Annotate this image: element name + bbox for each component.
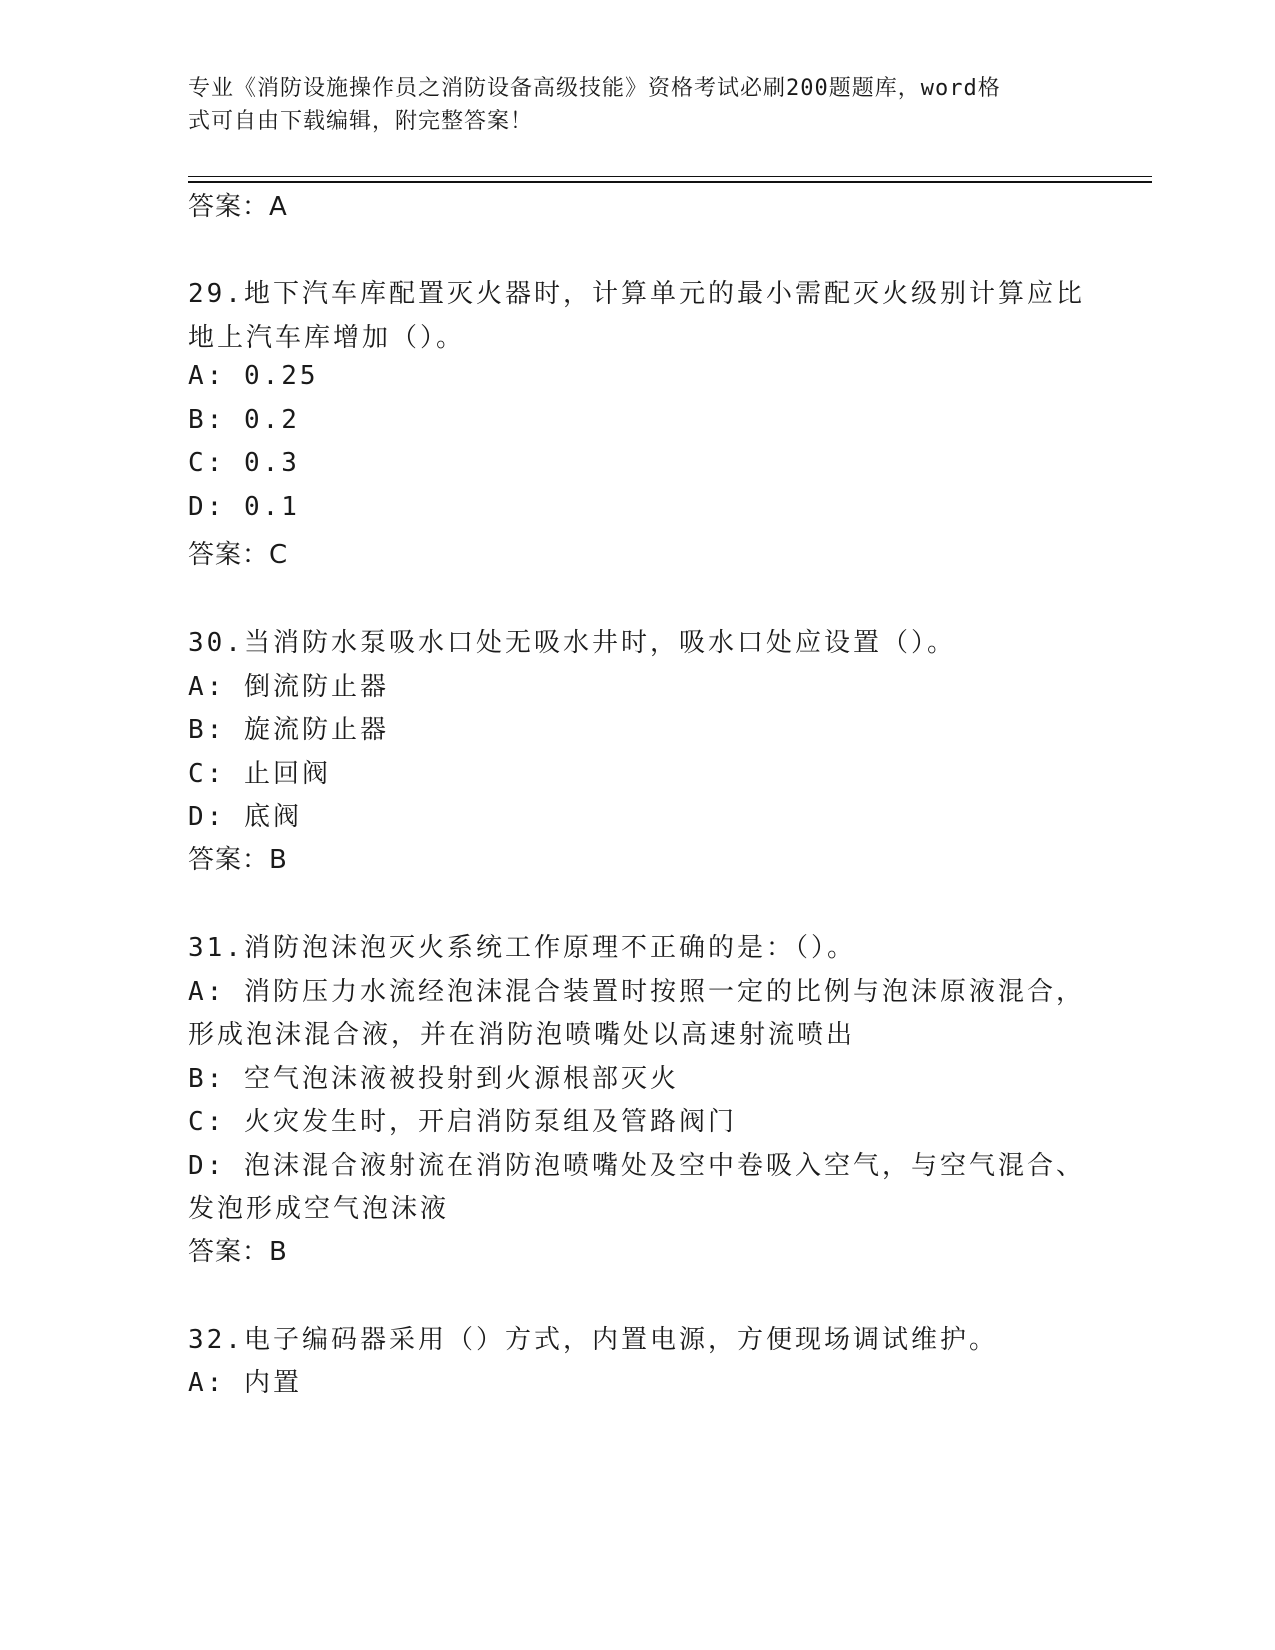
- question-32-option-a: A: 内置: [188, 1368, 302, 1398]
- question-30-option-a: A: 倒流防止器: [188, 672, 389, 702]
- question-30-option-c: C: 止回阀: [188, 759, 331, 789]
- header-divider-bottom: [188, 181, 1152, 183]
- question-29-stem-line-2: 地上汽车库增加（）。: [188, 323, 466, 353]
- header-line-2: 式可自由下载编辑，附完整答案！: [188, 109, 534, 134]
- question-29-option-b: B: 0.2: [188, 405, 300, 435]
- question-31-stem: 31.消防泡沫泡灭火系统工作原理不正确的是：（）。: [188, 933, 856, 963]
- question-31-answer: 答案：B: [188, 1237, 288, 1267]
- question-30-option-b: B: 旋流防止器: [188, 715, 389, 745]
- question-30-option-d: D: 底阀: [188, 802, 302, 832]
- question-31-option-c: C: 火灾发生时，开启消防泵组及管路阀门: [188, 1107, 737, 1137]
- question-29-option-c: C: 0.3: [188, 448, 300, 478]
- question-31-option-d-line-1: D: 泡沫混合液射流在消防泡喷嘴处及空中卷吸入空气，与空气混合、: [188, 1151, 1085, 1181]
- question-31-option-b: B: 空气泡沫液被投射到火源根部灭火: [188, 1064, 679, 1094]
- question-29-option-a: A: 0.25: [188, 361, 319, 391]
- question-31-option-a-line-1: A: 消防压力水流经泡沫混合装置时按照一定的比例与泡沫原液混合，: [188, 977, 1085, 1007]
- question-30-answer: 答案：B: [188, 845, 288, 875]
- document-header: [188, 72, 1068, 138]
- answer-28: 答案：A: [188, 192, 288, 222]
- question-30-stem: 30.当消防水泵吸水口处无吸水井时，吸水口处应设置（）。: [188, 628, 956, 658]
- question-29-stem-line-1: 29.地下汽车库配置灭火器时，计算单元的最小需配灭火级别计算应比: [188, 279, 1085, 309]
- question-31-option-d-line-2: 发泡形成空气泡沫液: [188, 1194, 450, 1224]
- header-divider-top: [188, 176, 1152, 177]
- question-31-option-a-line-2: 形成泡沫混合液，并在消防泡喷嘴处以高速射流喷出: [188, 1020, 856, 1050]
- question-32-stem: 32.电子编码器采用（）方式，内置电源，方便现场调试维护。: [188, 1325, 998, 1355]
- question-29-option-d: D: 0.1: [188, 492, 300, 522]
- question-29-answer: 答案：C: [188, 540, 289, 570]
- header-line-1: 专业《消防设施操作员之消防设备高级技能》资格考试必刷200题题库，word格: [188, 76, 1001, 101]
